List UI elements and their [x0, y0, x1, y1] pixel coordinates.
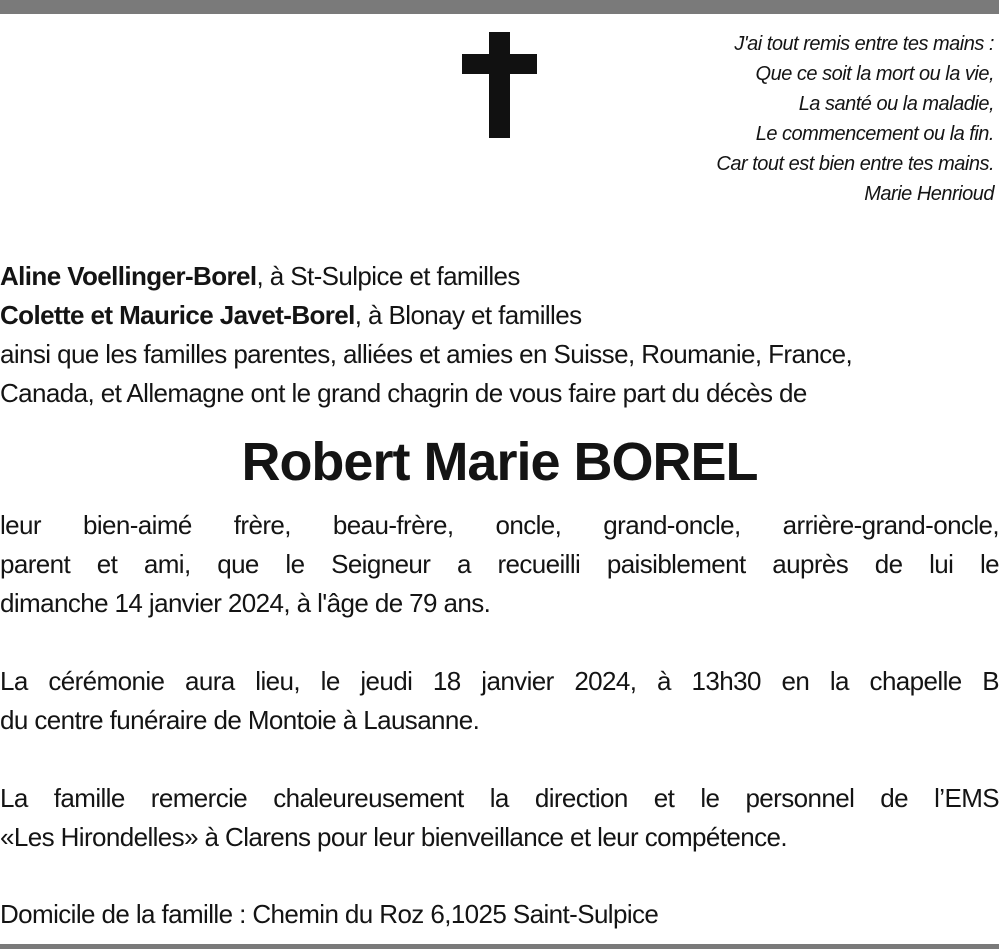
family-2-location: , à Blonay et familles [354, 300, 582, 330]
announcement [0, 257, 999, 413]
poem-line: La santé ou la maladie, [798, 93, 994, 115]
poem-line: J'ai tout remis entre tes mains : [734, 33, 994, 55]
family-line-1 [0, 257, 999, 296]
poem-line: Que ce soit la mort ou la vie, [755, 63, 994, 85]
poem-line: Car tout est bien entre tes mains. [716, 153, 994, 175]
bio-line: leur bien-aimé frère, beau-frère, oncle, grand-oncle, arrière-grand-oncle, [0, 510, 999, 540]
address-line: Domicile de la famille : Chemin du Roz 6,1025 Saint-Sulpice [0, 899, 659, 929]
family-line-2 [0, 296, 999, 335]
thanks-line: «Les Hirondelles» à Clarens pour leur bienveillance et leur compétence. [0, 822, 787, 852]
family-1-name: Aline Voellinger-Borel [0, 261, 257, 291]
family-address [0, 895, 999, 934]
poem-line: Le commencement ou la fin. [755, 123, 994, 145]
ceremony-line: du centre funéraire de Montoie à Lausanne. [0, 705, 480, 735]
family-2-name: Colette et Maurice Javet-Borel [0, 300, 355, 330]
thanks-paragraph [0, 779, 999, 857]
top-divider [0, 0, 999, 14]
ceremony-line: La cérémonie aura lieu, le jeudi 18 janvier 2024, à 13h30 en la chapelle B [0, 666, 999, 696]
announcement-line-4: Canada, et Allemagne ont le grand chagrin de vous faire part du décès de [0, 378, 807, 408]
ceremony-paragraph [0, 662, 999, 740]
poem-quote [574, 29, 994, 209]
cross-icon [462, 32, 537, 138]
bio-line: parent et ami, que le Seigneur a recueilli paisiblement auprès de lui le [0, 549, 999, 579]
family-1-location: , à St-Sulpice et familles [256, 261, 520, 291]
announcement-line-3: ainsi que les familles parentes, alliées et amies en Suisse, Roumanie, France, [0, 339, 853, 369]
poem-author: Marie Henrioud [864, 183, 994, 205]
bio-line: dimanche 14 janvier 2024, à l'âge de 79 ans. [0, 588, 491, 618]
thanks-line: La famille remercie chaleureusement la direction et le personnel de l’EMS [0, 783, 999, 813]
deceased-name: Robert Marie BOREL [241, 432, 758, 492]
bio-paragraph [0, 506, 999, 623]
bottom-divider [0, 944, 999, 949]
